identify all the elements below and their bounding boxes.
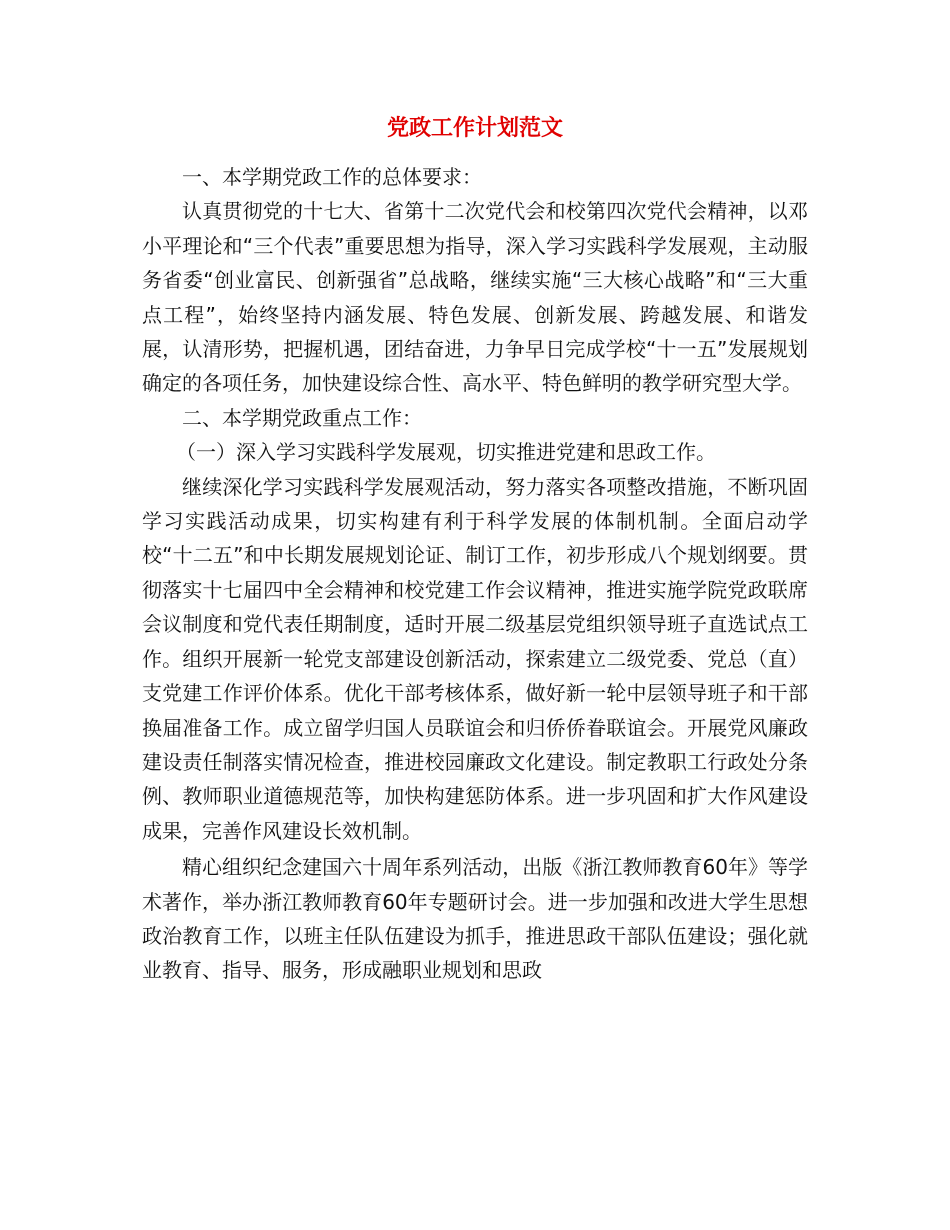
paragraph-party-building: 继续深化学习实践科学发展观活动，努力落实各项整改措施，不断巩固学习实践活动成果，切实构建有利于科学发展的体制机制。全面启动学校“十二五”和中长期发展规划论证、制订工作，初步形成八个规划纲要。贯彻落实十七届四中全会精神和校党建工作会议精神，推进实施学院党政联席会议制度和党代表任期制度，适时开展二级基层党组织领导班子直选试点工作。组织开展新一轮党支部建设创新活动，探索建立二级党委、党总（直）支党建工作评价体系。优化干部考核体系，做好新一轮中层领导班子和干部换届准备工作。成立留学归国人员联谊会和归侨侨眷联谊会。开展党风廉政建设责任制落实情况检查，推进校园廉政文化建设。制定教职工行政处分条例、教师职业道德规范等，加快构建惩防体系。进一步巩固和扩大作风建设成果，完善作风建设长效机制。 — [142, 474, 808, 843]
section-heading-2: 二、本学期党政重点工作： — [182, 405, 422, 430]
document-title: 党政工作计划范文 — [386, 115, 563, 141]
section-heading-1: 一、本学期党政工作的总体要求： — [182, 165, 482, 189]
subsection-heading-1: （一）深入学习实践科学发展观，切实推进党建和思政工作。 — [176, 440, 716, 465]
paragraph-anniversary-activities: 精心组织纪念建国六十周年系列活动，出版《浙江教师教育60年》等学术著作，举办浙江教师教育60年专题研讨会。进一步加强和改进大学生思想政治教育工作，以班主任队伍建设为抓手，推进思政干部队伍建设；强化就业教育、指导、服务，形成融职业规划和思政 — [142, 855, 808, 983]
document-body — [142, 160, 808, 988]
paragraph-general-requirements: 认真贯彻党的十七大、省第十二次党代会和校第四次党代会精神，以邓小平理论和“三个代表”重要思想为指导，深入学习实践科学发展观，主动服务省委“创业富民、创新强省”总战略，继续实施“三大核心战略”和“三大重点工程”，始终坚持内涵发展、特色发展、创新发展、跨越发展、和谐发展，认清形势，把握机遇，团结奋进，力争早日完成学校“十一五”发展规划确定的各项任务，加快建设综合性、高水平、特色鲜明的教学研究型大学。 — [142, 199, 808, 396]
